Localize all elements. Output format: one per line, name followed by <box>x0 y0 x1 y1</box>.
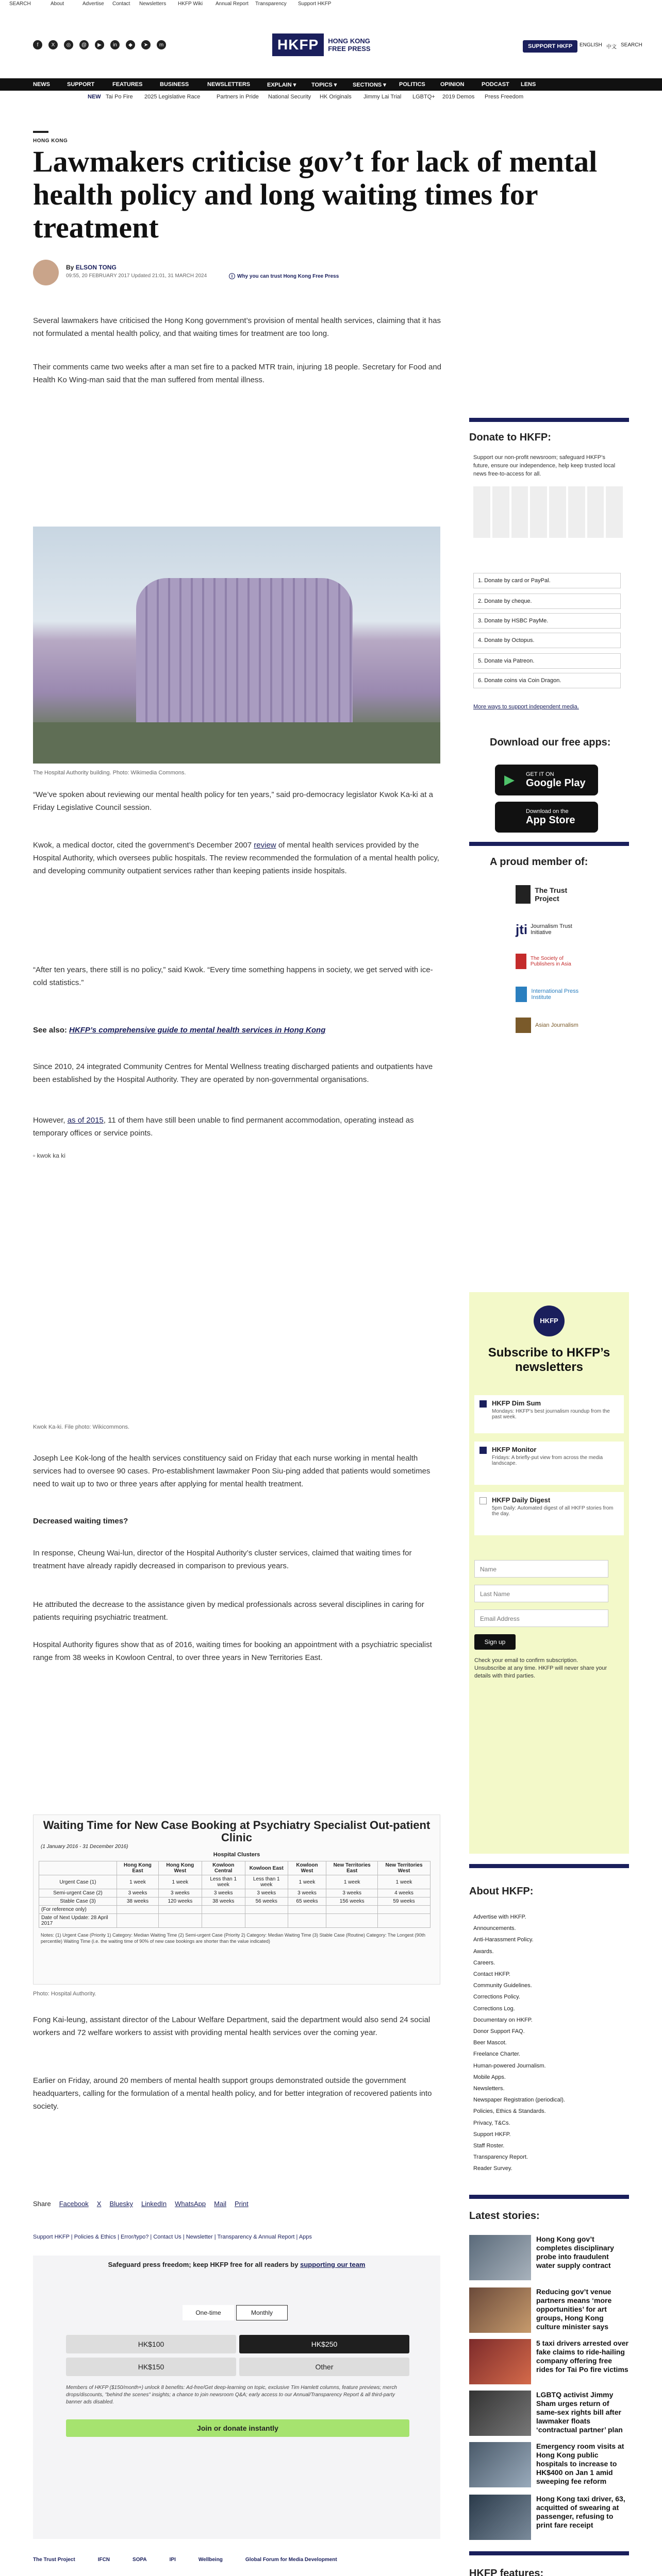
newsletter-signup <box>469 1292 629 1854</box>
article-kicker[interactable]: HONG KONG <box>33 138 68 144</box>
jti-icon: jti <box>516 921 528 937</box>
table-notes: Notes: (1) Urgent Case (Priority 1) Category: Median Waiting Time (2) Semi-urgent Case (Priority 2) Category: Median Waiting Time (3) Stable Case (Routine) Category: The Longest (90th percentile) Waiting Time (i.e. the waiting time of 90% of new case bookings are shorter than the value indicated) <box>41 1933 425 1944</box>
nav-newsletters[interactable]: NEWSLETTERS <box>207 81 251 88</box>
trending-item[interactable]: Partners in Pride <box>217 94 259 100</box>
sidebar-google-play[interactable]: ▶ GET IT ON Google Play <box>495 765 598 795</box>
apps-heading: Download our free apps: <box>490 737 611 748</box>
language-english[interactable]: ENGLISH <box>580 42 602 48</box>
table-header: Hong Kong East <box>117 1861 158 1875</box>
bluesky-icon[interactable]: ◆ <box>126 40 135 49</box>
mastodon-icon[interactable]: m <box>157 40 166 49</box>
article-title: Lawmakers criticise gov’t for lack of mental health policy and long waiting times for treatment <box>33 145 598 244</box>
table-title: Waiting Time for New Case Booking at Psychiatry Specialist Out-patient Clinic <box>43 1819 431 1844</box>
payment-logo-icon <box>568 486 585 538</box>
checkbox-icon[interactable] <box>479 1447 487 1454</box>
member-logo[interactable]: The Society of Publishers in Asia <box>516 951 583 972</box>
as-of-2015-link[interactable]: as of 2015 <box>67 1116 104 1125</box>
byline <box>33 258 497 289</box>
donate-option[interactable]: 5. Donate via Patreon. <box>473 653 621 669</box>
email-field[interactable]: Email Address <box>474 1609 608 1627</box>
sidebar-divider <box>469 1864 629 1868</box>
linkedin-icon[interactable]: in <box>110 40 120 49</box>
features-heading: HKFP features: <box>469 2568 544 2576</box>
telegram-icon[interactable]: ➤ <box>141 40 151 49</box>
about-link[interactable]: Careers. <box>473 1959 495 1966</box>
about-link[interactable]: Privacy, T&Cs. <box>473 2120 510 2126</box>
paragraph: However, as of 2015, 11 of them have still been unable to find permanent accommodation, operating instead as temporary offices or service points. <box>33 1116 414 1138</box>
waiting-time-table <box>39 1861 431 1928</box>
social-icons <box>33 40 166 49</box>
contact-link[interactable]: Contact <box>112 1 130 7</box>
latest-heading: Latest stories: <box>469 2210 540 2222</box>
table-subtitle: (1 January 2016 - 31 December 2016) <box>41 1844 128 1850</box>
hkfp-badge: HKFP <box>534 1306 565 1336</box>
donate-option[interactable]: 1. Donate by card or PayPal. <box>473 573 621 588</box>
checkbox-icon[interactable] <box>479 1400 487 1408</box>
about-link[interactable]: Advertise with HKFP. <box>473 1914 526 1920</box>
paragraph: He attributed the decrease to the assistance given by medical professionals across several disciplines in caring for patients requiring psychiatric treatment. <box>33 1600 424 1622</box>
about-link[interactable]: Support HKFP. <box>473 2131 511 2138</box>
story-thumbnail <box>469 2339 531 2384</box>
donate-option[interactable]: 6. Donate coins via Coin Dragon. <box>473 673 621 688</box>
partner-logo[interactable]: Global Forum for Media Development <box>245 2556 337 2563</box>
story-thumbnail <box>469 2442 531 2487</box>
about-link[interactable]: Community Guidelines. <box>473 1982 532 1989</box>
table-caption: Photo: Hospital Authority. <box>33 1991 96 1997</box>
table-header: New Territories West <box>378 1861 431 1875</box>
language-chinese[interactable]: 中文 <box>606 44 617 50</box>
amount-option-other[interactable]: Other <box>239 2358 409 2376</box>
newsletter-note: Check your email to confirm subscription. Unsubscribe at any time. HKFP will never share your details with third parties. <box>474 1657 607 1679</box>
story-thumbnail <box>469 2391 531 2436</box>
latest-story[interactable]: 5 taxi drivers arrested over fake claims to ride-hailing company offering free rides for Tai Po fire victims <box>469 2339 629 2389</box>
asia-journalism-icon <box>516 1018 531 1033</box>
author-link[interactable]: ELSON TONG <box>75 264 117 271</box>
about-link[interactable]: Reader Survey. <box>473 2165 512 2172</box>
about-link[interactable]: About <box>51 1 64 7</box>
checkbox-icon[interactable] <box>479 1497 487 1504</box>
member-perks: Members of HKFP ($150/month+) unlock 8 benefits: Ad-free/Get deep-learning on topic, exclusive Tim Hamlett columns, feature previews; merch drops/discounts, "behind the scenes" insights; a chance to join newsroom Q&A; early access to our Annual/Transparency Report & all third-party banner ads disabled. <box>66 2385 397 2405</box>
member-logo[interactable]: The Trust Project <box>516 884 583 905</box>
hero-image <box>33 527 440 764</box>
share-label: Share <box>33 2200 51 2208</box>
header-search-link[interactable]: SEARCH <box>621 42 642 48</box>
nav-news[interactable]: NEWS <box>33 81 50 88</box>
instagram-icon[interactable]: ◎ <box>64 40 73 49</box>
article-dates: 09:55, 20 FEBRUARY 2017 Updated 21:01, 31 MARCH 2024 <box>66 273 207 279</box>
share-print[interactable]: Print <box>234 2200 249 2208</box>
trending-bar <box>0 92 662 102</box>
newsletter-option[interactable]: HKFP Dim Sum Mondays: HKFP’s best journalism roundup from the past week. <box>474 1395 624 1433</box>
about-link[interactable]: Staff Roster. <box>473 2143 505 2149</box>
latest-story[interactable]: Hong Kong taxi driver, 63, acquitted of swearing at passenger, refusing to print fare receipt <box>469 2495 629 2545</box>
nav-lens[interactable]: LENS <box>521 81 536 88</box>
newsletter-heading: Subscribe to HKFP’s newsletters <box>488 1346 610 1374</box>
payment-logo-icon <box>587 486 604 538</box>
last-name-field[interactable]: Last Name <box>474 1585 608 1602</box>
donate-heading: Donate to HKFP: <box>469 432 551 443</box>
about-link[interactable]: Freelance Charter. <box>473 2051 521 2058</box>
member-logo[interactable]: Asian Journalism <box>516 1015 583 1036</box>
about-link[interactable]: Corrections Log. <box>473 2005 515 2012</box>
story-thumbnail <box>469 2287 531 2333</box>
sign-up-button[interactable]: Sign up <box>474 1634 516 1650</box>
trust-project-icon <box>516 885 531 904</box>
paragraph: Since 2010, 24 integrated Community Centres for Mental Wellness treating discharged patients and outpatients have been established by the Hospital Authority. They are operated by non-governmental organisations. <box>33 1062 433 1084</box>
about-link[interactable]: Newspaper Registration (periodical). <box>473 2097 565 2104</box>
nav-features[interactable]: FEATURES <box>112 81 143 88</box>
about-link[interactable]: Human-powered Journalism. <box>473 2062 546 2069</box>
google-play-icon: ▶ <box>504 772 515 787</box>
about-link[interactable]: Anti-Harassment Policy. <box>473 1937 534 1943</box>
table-group-header: Hospital Clusters <box>213 1852 260 1858</box>
trending-item[interactable]: Press Freedom <box>485 94 524 100</box>
search-link[interactable]: SEARCH <box>9 1 31 7</box>
trending-item[interactable]: 2025 Legislative Race <box>144 94 201 100</box>
nav-explain[interactable]: EXPLAIN ▾ <box>267 82 296 88</box>
article-footer-links[interactable]: Support HKFP | Policies & Ethics | Error/typo? | Contact Us | Newsletter | Transparency & Annual Report | Apps <box>33 2234 312 2240</box>
about-link[interactable]: Contact HKFP. <box>473 1971 510 1978</box>
building-shape <box>136 578 353 722</box>
more-ways-link[interactable]: More ways to support independent media. <box>473 704 579 710</box>
partner-logo[interactable]: SOPA <box>133 2556 147 2563</box>
paragraph: Their comments came two weeks after a man set fire to a packed MTR train, injuring 18 people. Secretary for Food and Health Ko Wing-man said that the man suffered from mental illness. <box>33 363 442 384</box>
latest-story[interactable]: Hong Kong gov’t completes disciplinary probe into fraudulent water supply contract <box>469 2235 629 2285</box>
advertise-link[interactable]: Advertise <box>82 1 104 7</box>
about-link[interactable]: Corrections Policy. <box>473 1994 520 2001</box>
table-header: New Territories East <box>326 1861 378 1875</box>
donate-option[interactable]: 4. Donate by Octopus. <box>473 633 621 648</box>
paragraph: Fong Kai-leung, assistant director of the Labour Welfare Department, said the department would also send 24 social workers and 72 welfare workers to assist with providing mental health services over the coming year. <box>33 2015 431 2037</box>
paragraph: Earlier on Friday, around 20 members of mental health support groups demonstrated outside the government headquarters, calling for the formulation of a mental health policy, and for better integration of recovered patients into society. <box>33 2076 432 2111</box>
waiting-time-table-figure <box>33 1815 440 1985</box>
support-team-link[interactable]: supporting our team <box>300 2261 366 2268</box>
trending-item[interactable]: HK Originals <box>320 94 352 100</box>
sidebar-divider <box>469 2195 629 2199</box>
about-link[interactable]: Beer Mascot. <box>473 2040 507 2046</box>
table-header: Kowloon East <box>245 1861 288 1875</box>
trending-item[interactable]: LGBTQ+ <box>412 94 435 100</box>
story-thumbnail <box>469 2495 531 2540</box>
payment-logo-icon <box>492 486 509 538</box>
donate-option[interactable]: 2. Donate by cheque. <box>473 594 621 609</box>
nav-support[interactable]: SUPPORT <box>67 81 95 88</box>
about-list <box>473 1911 623 2175</box>
payment-logo-icon <box>473 486 490 538</box>
payment-logo-icon <box>606 486 623 538</box>
newsletter-option[interactable]: HKFP Monitor Fridays: A briefly-put view from across the media landscape. <box>474 1442 624 1485</box>
author-avatar[interactable] <box>33 260 59 285</box>
paragraph: Several lawmakers have criticised the Hong Kong government’s provision of mental health services, claiming that it has not formulated a mental health policy, and that waiting times for treatment are too long. <box>33 316 441 338</box>
trending-item[interactable]: National Security <box>268 94 311 100</box>
newsletter-option[interactable]: HKFP Daily Digest 5pm Daily: Automated digest of all HKFP stories from the day. <box>474 1492 624 1535</box>
share-mail[interactable]: Mail <box>214 2200 226 2208</box>
nav-sections[interactable]: SECTIONS ▾ <box>353 82 386 88</box>
support-hkfp-button[interactable]: SUPPORT HKFP <box>523 40 577 53</box>
about-link[interactable]: Transparency Report. <box>473 2154 528 2161</box>
payment-logo-icon <box>511 486 528 538</box>
donate-intro: Support our non-profit newsroom; safeguard HKFP’s future, ensure our independence, help keep trusted local news free-to-access for all. <box>473 454 616 477</box>
sidebar-app-store[interactable]: Download on the App Store <box>495 802 598 833</box>
wiki-link[interactable]: HKFP Wiki <box>178 1 203 7</box>
nav-podcast[interactable]: PODCAST <box>482 81 509 88</box>
join-donate-button[interactable]: Join or donate instantly <box>66 2419 409 2437</box>
share-facebook[interactable]: Facebook <box>59 2200 89 2208</box>
trending-item[interactable]: Tai Po Fire <box>106 94 133 100</box>
threads-icon[interactable]: @ <box>79 40 89 49</box>
trending-item[interactable]: 2019 Demos <box>442 94 475 100</box>
about-link[interactable]: Newsletters. <box>473 2086 505 2092</box>
amount-option-selected[interactable]: HK$250 <box>239 2335 409 2353</box>
partner-logo[interactable]: IPI <box>169 2556 176 2563</box>
about-link[interactable]: Mobile Apps. <box>473 2074 506 2080</box>
about-link[interactable]: Documentary on HKFP. <box>473 2016 533 2023</box>
member-heading: A proud member of: <box>490 856 588 868</box>
site-logo[interactable] <box>272 30 390 60</box>
amount-option[interactable]: HK$100 <box>66 2335 236 2353</box>
sidebar-divider <box>469 842 629 846</box>
street-shape <box>33 722 440 764</box>
trending-item[interactable]: Jimmy Lai Trial <box>363 94 402 100</box>
main-nav <box>0 78 662 91</box>
newsletters-link[interactable]: Newsletters <box>139 1 167 7</box>
see-also: See also: HKFP’s comprehensive guide to mental health services in Hong Kong <box>33 1026 326 1035</box>
partner-logo[interactable]: IFCN <box>97 2556 110 2563</box>
paragraph: Kwok, a medical doctor, cited the government’s December 2007 review of mental health services provided by the Hospital Authority, which oversees public hospitals. The review recommended the formulation of a mental health policy, and developing community outpatient services rather than keeping patients inside hospitals. <box>33 841 439 875</box>
table-row: Stable Case (3) 38 weeks 120 weeks 38 weeks 56 weeks 65 weeks 156 weeks 59 weeks <box>39 1897 431 1906</box>
table-row: Urgent Case (1) 1 week 1 week Less than 1 week Less than 1 week 1 week 1 week 1 week <box>39 1875 431 1889</box>
payment-logo-icon <box>530 486 547 538</box>
ipi-icon <box>516 987 527 1002</box>
review-link[interactable]: review <box>254 841 276 850</box>
sidebar-divider <box>469 418 629 422</box>
kicker-bar <box>33 131 48 133</box>
table-row: Date of Next Update: 28 April 2017 <box>39 1914 431 1928</box>
see-also-link[interactable]: HKFP’s comprehensive guide to mental health services in Hong Kong <box>69 1026 326 1035</box>
logo-wordmark: HONG KONG FREE PRESS <box>328 37 371 53</box>
table-row: Semi-urgent Case (2) 3 weeks 3 weeks 3 weeks 3 weeks 3 weeks 3 weeks 4 weeks <box>39 1889 431 1897</box>
payment-logo-icon <box>549 486 566 538</box>
latest-story[interactable]: Emergency room visits at Hong Kong public hospitals to increase to HK$400 on Jan 1 amid sweeping fee reform <box>469 2442 629 2493</box>
one-time-tab[interactable]: One-time <box>183 2305 234 2320</box>
support-headline: Safeguard press freedom; keep HKFP free for all readers by supporting our team <box>108 2261 366 2268</box>
paragraph: “We’ve spoken about reviewing our mental health policy for ten years,” said pro-democracy legislator Kwok Ka-ki at a Friday Legislative Council session. <box>33 790 433 812</box>
share-x[interactable]: X <box>96 2200 102 2208</box>
table-row: (For reference only) <box>39 1906 431 1914</box>
nav-opinion[interactable]: OPINION <box>440 81 465 88</box>
nav-topics[interactable]: TOPICS ▾ <box>311 82 337 88</box>
share-linkedin[interactable]: LinkedIn <box>141 2200 167 2208</box>
share-bar <box>33 2200 249 2208</box>
logo-mark: HKFP <box>272 33 324 56</box>
table-header: Kowloon West <box>288 1861 326 1875</box>
table-header: Kowloon Central <box>202 1861 245 1875</box>
donate-option[interactable]: 3. Donate by HSBC PayMe. <box>473 613 621 629</box>
youtube-icon[interactable]: ▶ <box>95 40 104 49</box>
sidebar-divider <box>469 2551 629 2555</box>
monthly-tab[interactable]: Monthly <box>236 2305 288 2320</box>
facebook-icon[interactable]: f <box>33 40 42 49</box>
trust-link[interactable]: i Why you can trust Hong Kong Free Press <box>229 273 339 279</box>
image-caption: The Hospital Authority building. Photo: Wikimedia Commons. <box>33 770 186 776</box>
name-field[interactable]: Name <box>474 1560 608 1578</box>
about-link[interactable]: Policies, Ethics & Standards. <box>473 2108 546 2115</box>
payment-grid <box>473 486 623 538</box>
nav-politics[interactable]: POLITICS <box>399 81 425 88</box>
share-whatsapp[interactable]: WhatsApp <box>175 2200 206 2208</box>
byline-by: By <box>66 264 76 271</box>
table-header: Hong Kong West <box>159 1861 202 1875</box>
support-module <box>33 2256 440 2539</box>
partner-logo[interactable]: Wellbeing <box>198 2556 223 2563</box>
about-link[interactable]: Announcements. <box>473 1925 516 1932</box>
support-link[interactable]: Support HKFP <box>298 1 332 7</box>
utility-bar <box>0 0 662 7</box>
paragraph: Hospital Authority figures show that as of 2016, waiting times for booking an appointment with a psychiatric specialist range from 38 weeks in Kowloon Central, to over three years in New Territories East. <box>33 1640 432 1662</box>
annual-report-link[interactable]: Annual Report <box>216 1 249 7</box>
image-caption: Kwok Ka-ki. File photo: Wikicommons. <box>33 1424 130 1430</box>
latest-story[interactable]: Reducing gov’t venue partners means ‘more opportunities’ for art groups, Hong Kong culture minister says <box>469 2287 629 2338</box>
paragraph: In response, Cheung Wai-lun, director of the Hospital Authority’s cluster services, claimed that waiting times for treatment have already rapidly decreased in comparison to previous years. <box>33 1549 412 1570</box>
share-bluesky[interactable]: Bluesky <box>109 2200 133 2208</box>
paragraph: “After ten years, there still is no policy,” said Kwok. “Every time something happens in society, we get served with ice-cold statistics.” <box>33 965 433 987</box>
sopa-icon <box>516 954 526 969</box>
amount-option[interactable]: HK$150 <box>66 2358 236 2376</box>
about-link[interactable]: Awards. <box>473 1948 494 1955</box>
member-logo[interactable]: jti Journalism Trust Initiative <box>516 921 572 937</box>
about-link[interactable]: Donor Support FAQ. <box>473 2028 525 2035</box>
about-heading: About HKFP: <box>469 1886 534 1897</box>
nav-business[interactable]: BUSINESS <box>160 81 189 88</box>
transparency-link[interactable]: Transparency <box>255 1 287 7</box>
latest-story[interactable]: LGBTQ activist Jimmy Sham urges return of same-sex rights bill after lawmaker floats ‘contractual partner’ plan <box>469 2391 629 2441</box>
table-header <box>39 1861 117 1875</box>
paragraph: Joseph Lee Kok-long of the health services constituency said on Friday that each nurse working in mental health services had to oversee 90 cases. Pro-establishment lawmaker Poon Siu-ping added that patients would sometimes need to wait up to two or three years after applying for mental health treatment. <box>33 1454 431 1488</box>
x-icon[interactable]: X <box>48 40 58 49</box>
member-logo[interactable]: International Press Institute <box>516 984 583 1005</box>
trending-new-badge: NEW <box>88 94 101 100</box>
subheading: Decreased waiting times? <box>33 1517 128 1526</box>
partner-logo[interactable]: The Trust Project <box>33 2556 75 2563</box>
info-icon: i <box>229 273 235 279</box>
partner-logos <box>33 2544 440 2575</box>
broken-image: ▫ kwok ka ki <box>33 1152 65 1159</box>
story-thumbnail <box>469 2235 531 2280</box>
